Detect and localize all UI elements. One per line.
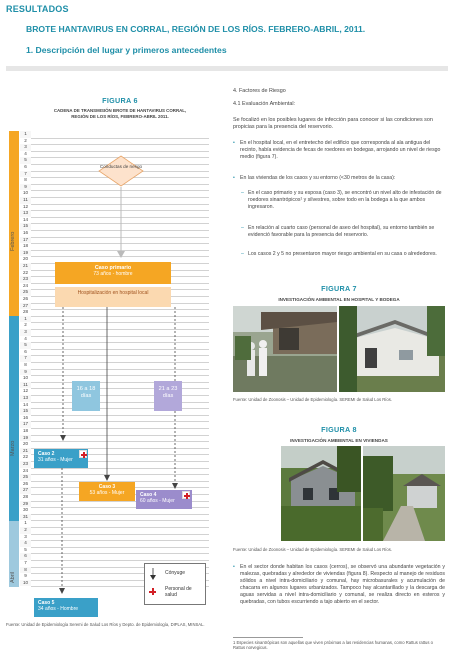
- day-cell: 11: [20, 197, 31, 204]
- day-cell: 22: [20, 270, 31, 277]
- day-cell: 17: [20, 421, 31, 428]
- day-cell: 10: [20, 190, 31, 197]
- heading-brote: BROTE HANTAVIRUS EN CORRAL, REGIÓN DE LOS RÍOS. FEBRERO-ABRIL, 2011.: [26, 24, 366, 34]
- day-cell: 6: [20, 164, 31, 171]
- day-cell: 29: [20, 501, 31, 508]
- day-gridline: [31, 151, 209, 152]
- day-cell: 30: [20, 507, 31, 514]
- day-cell: 18: [20, 243, 31, 250]
- interval-box-21-23: [154, 381, 182, 411]
- primary-case-box: [55, 262, 171, 284]
- day-cell: 2: [20, 138, 31, 145]
- day-cell: 1: [20, 316, 31, 323]
- bullet-sector: • En el sector donde habitan los casos (cerros), se observó una abundante vegetación y malezas, quebradas y alrededor de viviendas (figura 8). Respecto al manejo de residuos sólidos a nivel intra-domiciliario y comunal, hay microbasurales y acumulación de chacarra en algunos lugares urbanizados. Tampoco hay alcantarillado y la descarga de aguas servidas a nivel intra-domiciliario y comunal, se realiza directo en esteros y quebradas, con tubos escurriendo a tajo abierto en el sector.: [233, 564, 445, 606]
- case3-desc: 53 años - Mujer: [89, 490, 125, 496]
- day-gridline: [31, 144, 209, 145]
- day-cell: 16: [20, 415, 31, 422]
- arrow-case2-to-case5: [57, 468, 67, 596]
- subbullet-primary-case: – En el caso primario y su esposa (caso 3), se encontró un nivel alto de infestación de roedores sinantrópicos¹ y silvestres, sobre todo en la bodega a la que ambos ingresaron.: [241, 190, 445, 211]
- subbullet-fourth-case: – En relación al cuarto caso (personal de aseo del hospital), su entorno también se evidenció favorable para la presencia del reservorio.: [241, 225, 445, 239]
- day-cell: 27: [20, 303, 31, 310]
- legend: [144, 563, 206, 605]
- day-cell: 26: [20, 481, 31, 488]
- day-cell: 14: [20, 402, 31, 409]
- day-cell: 10: [20, 375, 31, 382]
- legend-conyuge: Cónyuge: [165, 570, 186, 576]
- case5-title: Caso 5: [38, 600, 55, 606]
- environmental-eval-heading: 4.1 Evaluación Ambiental:: [233, 101, 296, 107]
- hospital-photo: [233, 306, 337, 392]
- day-gridline: [31, 138, 209, 139]
- day-cell: 20: [20, 441, 31, 448]
- day-cell: 24: [20, 468, 31, 475]
- case2-title: Caso 2: [38, 451, 55, 457]
- day-cell: 3: [20, 329, 31, 336]
- day-cell: 6: [20, 349, 31, 356]
- day-cell: 31: [20, 514, 31, 521]
- day-cell: 22: [20, 454, 31, 461]
- day-cell: 21: [20, 263, 31, 270]
- day-cell: 19: [20, 250, 31, 257]
- arrow-to-primary: [115, 187, 127, 259]
- hospitalization-box: [55, 287, 171, 307]
- section-heading: 1. Descripción del lugar y primeros antecedentes: [26, 45, 227, 55]
- day-cell: 11: [20, 382, 31, 389]
- day-cell: 9: [20, 184, 31, 191]
- day-cell: 3: [20, 144, 31, 151]
- day-cell: 15: [20, 223, 31, 230]
- day-cell: 25: [20, 474, 31, 481]
- footnote-divider: [233, 637, 303, 638]
- day-cell: 8: [20, 177, 31, 184]
- case3-title: Caso 3: [98, 484, 116, 490]
- figure7-source: Fuente: Unidad de Zoonosis – Unidad de Epidemiología. SEREMI de Salud Los Ríos.: [233, 397, 392, 402]
- figure6-subtitle-line2: REGIÓN DE LOS RÍOS, FEBRERO-ABRIL 2011.: [71, 114, 169, 119]
- day-cell: 3: [20, 534, 31, 541]
- interval-21-23-label: 21 a 23 días: [158, 386, 178, 399]
- hospitalization-label: Hospitalización en hospital local: [77, 290, 149, 296]
- day-cell: 25: [20, 289, 31, 296]
- day-cell: 2: [20, 527, 31, 534]
- bullet-hospital: • En el hospital local, en el entretecho del edificio que corresponda al ala antigua del recinto, había evidencia de fecas de roedores en bodegas, arrojando un nivel de riesgo medio (figura 7).: [233, 140, 445, 161]
- day-cell: 5: [20, 547, 31, 554]
- day-cell: 16: [20, 230, 31, 237]
- figure6-subtitle-line1: CADENA DE TRANSMISIÓN BROTE DE HANTAVIRUS CORRAL,: [53, 108, 187, 113]
- subbullet-cases-2-5: – Los casos 2 y 5 no presentaron mayor riesgo ambiental en su casa o alrededores.: [241, 251, 445, 258]
- day-cell: 6: [20, 553, 31, 560]
- case5-box: [34, 598, 98, 617]
- case3-box: [79, 482, 135, 501]
- day-cell: 8: [20, 362, 31, 369]
- day-cell: 28: [20, 494, 31, 501]
- day-cell: 2: [20, 322, 31, 329]
- month-label-apr: Abril: [10, 571, 16, 583]
- figure6-title: FIGURA 6: [102, 96, 138, 105]
- risk-behavior-label: Conductas de riesgo: [99, 164, 143, 169]
- day-cell: 27: [20, 487, 31, 494]
- red-cross-legend-icon: [149, 588, 156, 595]
- day-cell: 1: [20, 520, 31, 527]
- interval-box-16-18: [72, 381, 100, 411]
- health-staff-cross-icon: [182, 491, 190, 499]
- month-label-mar: Marzo: [10, 440, 16, 456]
- primary-case-desc: 73 años - hombre: [93, 271, 133, 277]
- day-cell: 4: [20, 336, 31, 343]
- bullet-viviendas: • En las viviendas de los casos y su entorno (<30 metros de la casa):: [233, 175, 445, 182]
- day-cell: 1: [20, 131, 31, 138]
- day-cell: 23: [20, 276, 31, 283]
- day-cell: 24: [20, 283, 31, 290]
- day-cell: 14: [20, 217, 31, 224]
- solid-arrow-legend-icon: [150, 568, 156, 580]
- day-cell: 5: [20, 157, 31, 164]
- risk-behavior-diamond: [98, 155, 144, 187]
- day-cell: 17: [20, 237, 31, 244]
- day-cell: 9: [20, 573, 31, 580]
- day-cell: 23: [20, 461, 31, 468]
- day-cell: 7: [20, 171, 31, 178]
- day-cell: 21: [20, 448, 31, 455]
- houses-photo-1: [281, 446, 361, 541]
- figure8-subtitle: INVESTIGACIÓN AMBIENTAL EN VIVIENDAS: [290, 438, 388, 443]
- day-column: [20, 131, 31, 587]
- case4-title: Caso 4: [140, 492, 157, 498]
- paragraph-intro: Se focalizó en los posibles lugares de infección para conocer si las condiciones son propicias para la presencia del reservorio.: [233, 117, 433, 131]
- day-cell: 26: [20, 296, 31, 303]
- day-cell: 7: [20, 560, 31, 567]
- legend-personal: Personal de salud: [165, 586, 192, 598]
- day-cell: 28: [20, 309, 31, 316]
- figure6-source: Fuente: Unidad de Epidemiología Seremi de Salud Los Ríos y Depto. de Epidemiología, DIPLAS, MINSAL.: [6, 622, 205, 627]
- case2-desc: 31 años - Mujer: [38, 457, 73, 463]
- case4-desc: 60 años - Mujer: [140, 498, 175, 504]
- figure7-title: FIGURA 7: [321, 284, 357, 293]
- primary-case-title: Caso primario: [94, 265, 132, 271]
- figure8-source: Fuente: Unidad de Zoonosis – Unidad de Epidemiología. SEREMI de Salud Los Ríos.: [233, 547, 392, 552]
- storage-photo: [339, 306, 445, 392]
- day-cell: 20: [20, 256, 31, 263]
- figure7-subtitle: INVESTIGACIÓN AMBIENTAL EN HOSPITAL Y BODEGA: [278, 297, 400, 302]
- figure8-title: FIGURA 8: [321, 425, 357, 434]
- case5-desc: 34 años - Hombre: [38, 606, 79, 612]
- month-block-mar: [9, 316, 19, 521]
- day-cell: 13: [20, 210, 31, 217]
- header-divider: [6, 66, 448, 71]
- month-label-feb: Febrero: [10, 231, 16, 251]
- day-cell: 12: [20, 388, 31, 395]
- health-staff-cross-icon: [79, 450, 87, 458]
- day-cell: 7: [20, 355, 31, 362]
- interval-16-18-label: 16 a 18 días: [76, 386, 96, 399]
- day-cell: 10: [20, 580, 31, 587]
- month-block-feb: [9, 131, 19, 316]
- footnote: 1 Especies sinantrópicas son aquellas que viven próximas a las residencias humanas, como Rattus rattus o Rattus norvegicus.: [233, 640, 433, 651]
- day-cell: 8: [20, 567, 31, 574]
- day-cell: 19: [20, 435, 31, 442]
- houses-photo-2: [363, 446, 445, 541]
- day-cell: 4: [20, 540, 31, 547]
- day-cell: 15: [20, 408, 31, 415]
- risk-factors-heading: 4. Factores de Riesgo: [233, 88, 286, 94]
- heading-resultados: RESULTADOS: [6, 4, 69, 14]
- day-cell: 5: [20, 342, 31, 349]
- day-cell: 18: [20, 428, 31, 435]
- day-cell: 12: [20, 204, 31, 211]
- day-cell: 4: [20, 151, 31, 158]
- day-cell: 13: [20, 395, 31, 402]
- day-cell: 9: [20, 369, 31, 376]
